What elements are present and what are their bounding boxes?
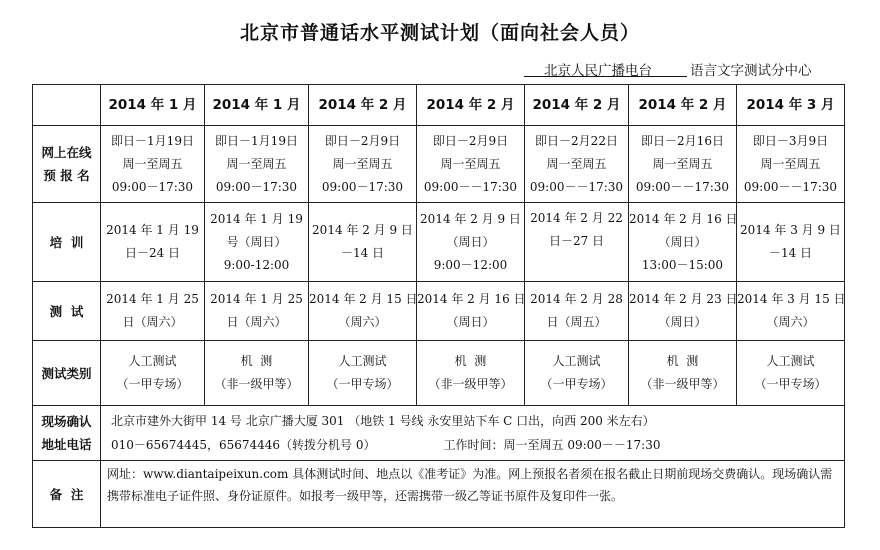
table-cell: 2014 年 2 月 28 日（周五） <box>525 282 629 341</box>
organizer-left: 北京人民广播电台 <box>524 59 687 77</box>
schedule-table <box>32 84 845 528</box>
row-label-notes: 备 注 <box>33 461 101 528</box>
table-cell: 即日－2月9日 周一至周五 09:00－17:30 <box>309 126 417 203</box>
row-label-test: 测 试 <box>33 282 101 341</box>
table-cell: 2014 年 3 月 15 日 （周六） <box>737 282 845 341</box>
table-cell: 2014 年 2 月 9 日 （周日） 9:00－12:00 <box>417 203 525 282</box>
row-test <box>33 282 845 341</box>
phone-numbers: 010－65674445，65674446（转拨分机号 0） <box>111 438 376 452</box>
month-header: 2014 年 1 月 <box>101 85 205 126</box>
table-cell: 2014 年 1 月 19 日－24 日 <box>101 203 205 282</box>
row-label-prereg: 网上在线 预 报 名 <box>33 126 101 203</box>
header-row <box>33 85 845 126</box>
table-cell: 机 测 （非一级甲等） <box>417 341 525 406</box>
row-label-address: 现场确认 地址电话 <box>33 406 101 461</box>
table-cell: 即日－2月22日 周一至周五 09:00－－17:30 <box>525 126 629 203</box>
working-hours: 工作时间：周一至周五 09:00－－17:30 <box>443 438 661 452</box>
table-cell: 2014 年 2 月 15 日 （周六） <box>309 282 417 341</box>
notes-text: 网址：www.diantaipeixun.com 具体测试时间、地点以《准考证》为准。网上预报名者须在报名截止日期前现场交费确认。现场确认需携带标准电子证件照、身份证原件。如报考一级甲等，还需携带一级乙等证书原件及复印件一张。 <box>101 461 845 528</box>
header-corner <box>33 85 101 126</box>
table-cell: 人工测试 （一甲专场） <box>101 341 205 406</box>
table-cell: 机 测 （非一级甲等） <box>629 341 737 406</box>
table-cell: 人工测试 （一甲专场） <box>525 341 629 406</box>
month-header: 2014 年 2 月 <box>525 85 629 126</box>
row-prereg <box>33 126 845 203</box>
table-cell: 2014 年 1 月 19 号（周日） 9:00-12:00 <box>205 203 309 282</box>
month-header: 2014 年 3 月 <box>737 85 845 126</box>
row-training <box>33 203 845 282</box>
row-test-type <box>33 341 845 406</box>
month-header: 2014 年 2 月 <box>629 85 737 126</box>
table-cell: 2014 年 2 月 16 日 （周日） <box>417 282 525 341</box>
table-cell: 2014 年 1 月 25 日（周六） <box>205 282 309 341</box>
table-cell: 即日－3月9日 周一至周五 09:00－－17:30 <box>737 126 845 203</box>
address-line: 北京市建外大街甲 14 号 北京广播大厦 301 （地铁 1 号线 永安里站下车 C 口出，向西 200 米左右） <box>111 414 655 428</box>
table-cell: 人工测试 （一甲专场） <box>737 341 845 406</box>
row-label-training: 培 训 <box>33 203 101 282</box>
row-label-test-type: 测试类别 <box>33 341 101 406</box>
table-cell: 人工测试 （一甲专场） <box>309 341 417 406</box>
table-cell: 即日－1月19日 周一至周五 09:00－17:30 <box>101 126 205 203</box>
month-header: 2014 年 1 月 <box>205 85 309 126</box>
organizer-right: 语言文字测试分中心 <box>690 63 812 79</box>
month-header: 2014 年 2 月 <box>417 85 525 126</box>
table-cell: 2014 年 2 月 22 日－27 日 <box>525 203 629 282</box>
table-cell: 即日－2月16日 周一至周五 09:00－－17:30 <box>629 126 737 203</box>
table-cell: 机 测 （非一级甲等） <box>205 341 309 406</box>
month-header: 2014 年 2 月 <box>309 85 417 126</box>
row-address <box>33 406 845 461</box>
row-notes <box>33 461 845 528</box>
table-cell: 即日－2月9日 周一至周五 09:00－－17:30 <box>417 126 525 203</box>
page-title: 北京市普通话水平测试计划（面向社会人员） <box>239 22 640 44</box>
table-cell: 2014 年 2 月 16 日 （周日） 13:00－15:00 <box>629 203 737 282</box>
table-cell: 2014 年 2 月 23 日 （周日） <box>629 282 737 341</box>
table-cell: 2014 年 2 月 9 日 －14 日 <box>309 203 417 282</box>
table-cell: 2014 年 1 月 25 日（周六） <box>101 282 205 341</box>
table-cell: 即日－1月19日 周一至周五 09:00－17:30 <box>205 126 309 203</box>
address-cell <box>101 406 845 461</box>
table-cell: 2014 年 3 月 9 日 －14 日 <box>737 203 845 282</box>
